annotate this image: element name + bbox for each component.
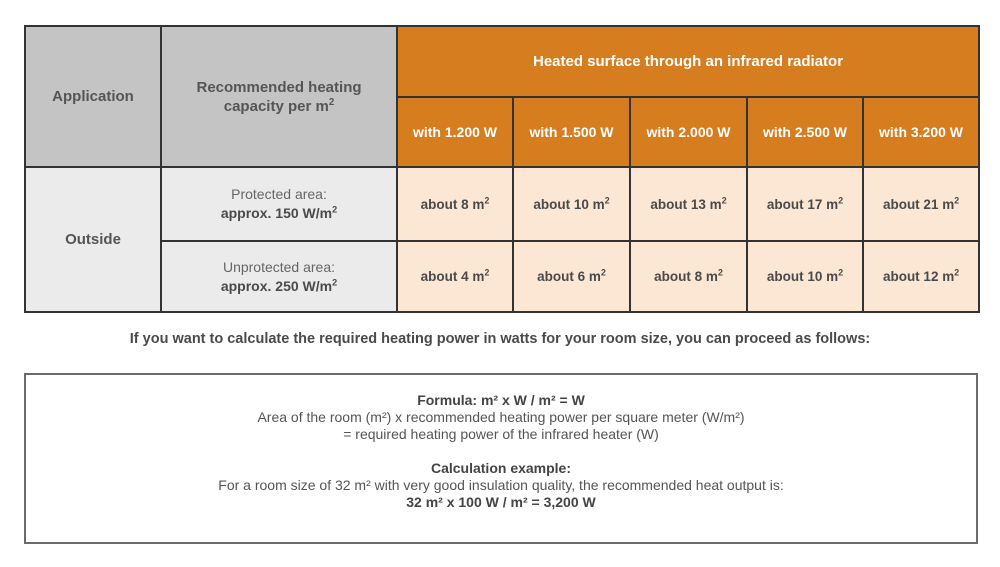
header-power-1200: with 1.200 W	[397, 97, 513, 167]
area-cell: about 21 $m^2$	[863, 167, 979, 241]
header-power-1500: with 1.500 W	[513, 97, 630, 167]
header-power-3200: with 3.200 W	[863, 97, 979, 167]
header-application: Application	[25, 26, 161, 167]
formula-title: Formula: m² x W / m² = W	[417, 392, 585, 408]
header-power-2000: with 2.000 W	[630, 97, 747, 167]
formula-result-description: = required heating power of the infrared heater (W)	[343, 426, 659, 442]
example-description: For a room size of 32 m² with very good insulation quality, the recommended heat output is:	[218, 477, 784, 493]
area-cell: about 6 $m^2$	[513, 241, 630, 312]
area-cell: about 8 $m^2$	[397, 167, 513, 241]
area-cell: about 4 $m^2$	[397, 241, 513, 312]
header-heated-surface: Heated surface through an infrared radiator	[397, 26, 979, 97]
intro-text: If you want to calculate the required heating power in watts for your room size, you can proceed as follows:	[129, 331, 871, 347]
header-power-2500: with 2.500 W	[747, 97, 863, 167]
application-outside: Outside	[25, 167, 161, 312]
protected-area-capacity: Protected area: approx. 150 $W/m^2$	[161, 167, 397, 241]
unprotected-area-capacity: Unprotected area: approx. 250 $W/m^2$	[161, 241, 397, 312]
area-cell: about 12 $m^2$	[863, 241, 979, 312]
example-title: Calculation example:	[430, 460, 572, 476]
area-cell: about 10 $m^2$	[747, 241, 863, 312]
area-cell: about 8 $m^2$	[630, 241, 747, 312]
area-cell: about 10 $m^2$	[513, 167, 630, 241]
area-cell: about 17 $m^2$	[747, 167, 863, 241]
heating-capacity-table	[24, 25, 980, 313]
example-result: 32 m² x 100 W / m² = 3,200 W	[406, 494, 596, 510]
header-recommended-capacity: Recommended heating capacity per $m^2$	[161, 26, 397, 167]
formula-description: Area of the room (m²) x recommended heating power per square meter (W/m²)	[257, 409, 745, 425]
table-row	[25, 167, 979, 241]
formula-box	[24, 373, 978, 544]
table-row	[25, 241, 979, 312]
area-cell: about 13 $m^2$	[630, 167, 747, 241]
